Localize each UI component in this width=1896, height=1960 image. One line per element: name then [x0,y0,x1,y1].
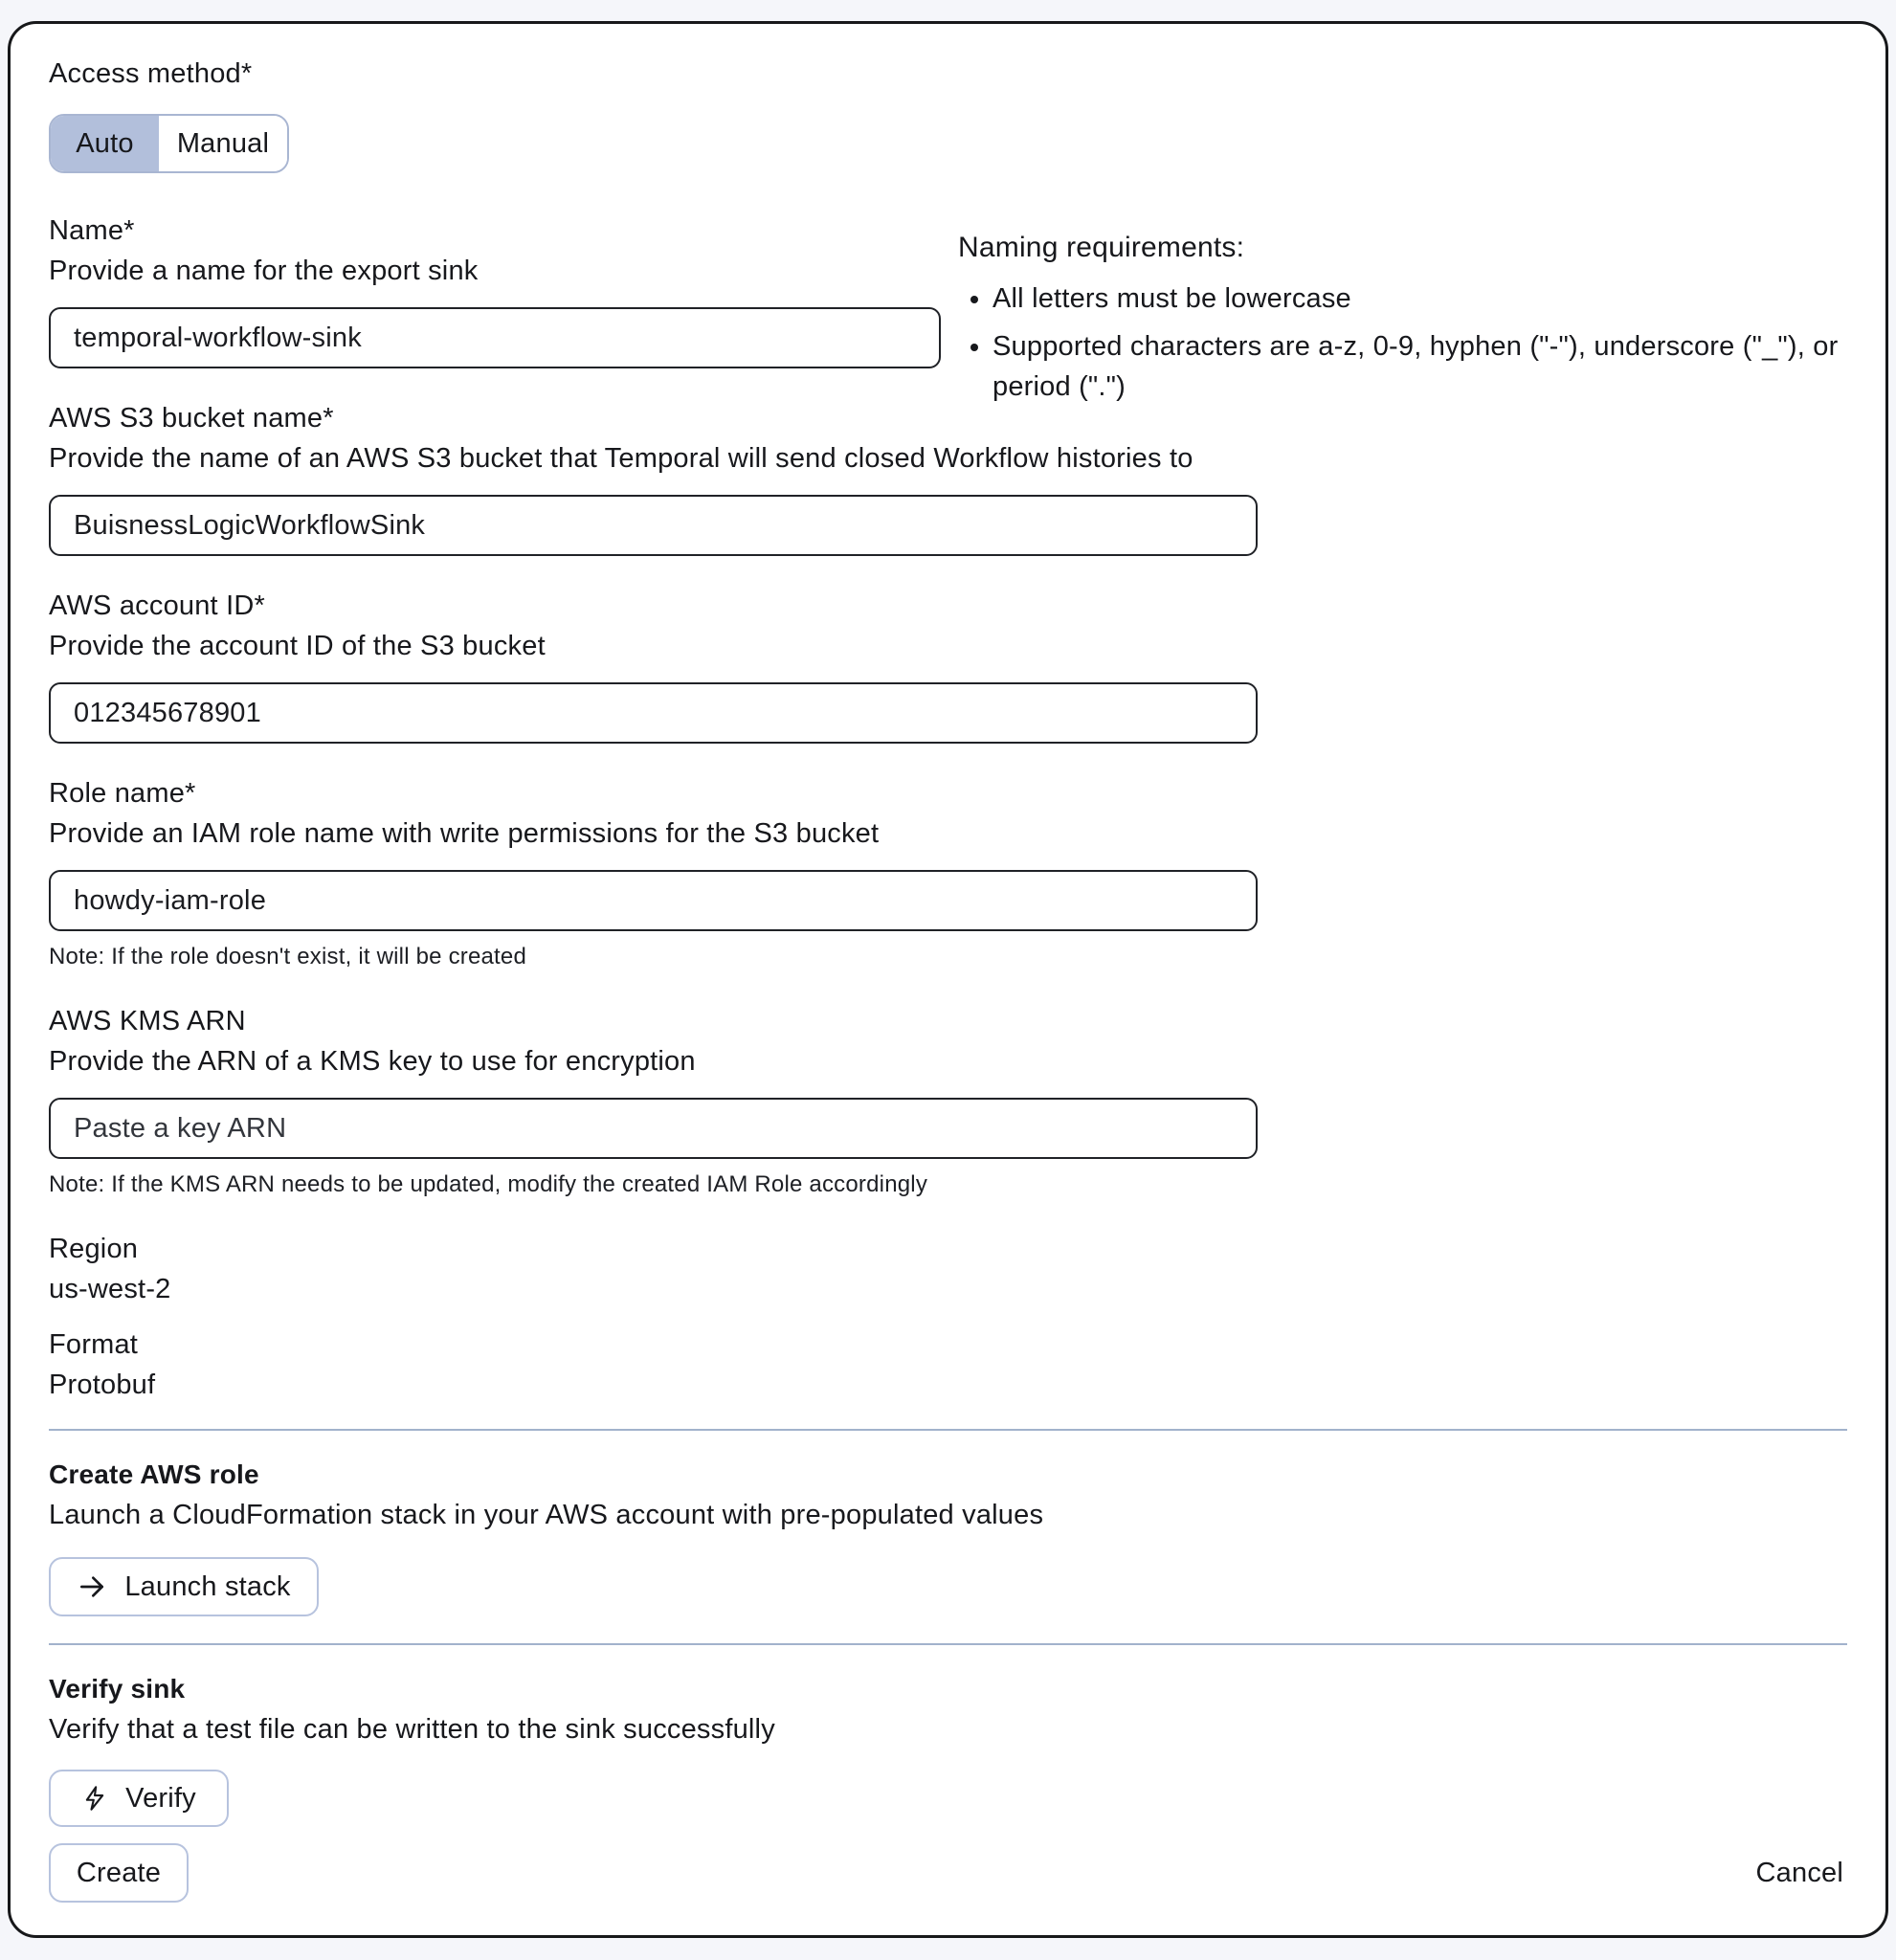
verify-sink-section [49,1672,1847,1827]
verify-sink-title: Verify sink [49,1674,186,1704]
account-field-group [49,589,1847,744]
access-method-option-auto[interactable]: Auto [51,116,159,171]
name-label: Name* [49,215,135,246]
bucket-label: AWS S3 bucket name* [49,403,334,434]
bucket-input[interactable] [49,495,1258,556]
name-description: Provide a name for the export sink [49,256,479,286]
bucket-description: Provide the name of an AWS S3 bucket that Temporal will send closed Workflow histories to [49,443,1193,474]
kms-label: AWS KMS ARN [49,1006,246,1036]
kms-note: Note: If the KMS ARN needs to be updated, modify the created IAM Role accordingly [49,1171,928,1197]
verify-sink-description: Verify that a test file can be written to the sink successfully [49,1714,775,1745]
role-label: Role name* [49,778,196,809]
lightning-icon [81,1785,108,1812]
region-info [49,1232,1847,1306]
format-info [49,1327,1847,1402]
naming-requirement-item: • Supported characters are a-z, 0-9, hyphen ("-"), underscore ("_"), or period (".") [993,326,1858,407]
role-description: Provide an IAM role name with write permissions for the S3 bucket [49,818,880,849]
naming-requirements-list [958,278,1858,407]
account-id-input[interactable] [49,682,1258,744]
access-method-option-manual[interactable]: Manual [159,116,287,171]
naming-requirements-title: Naming requirements: [958,232,1245,263]
role-note: Note: If the role doesn't exist, it will be created [49,944,527,969]
account-label: AWS account ID* [49,590,265,621]
create-role-description: Launch a CloudFormation stack in your AWS account with pre-populated values [49,1500,1044,1530]
kms-field-group [49,1004,1847,1199]
divider-create-role [49,1429,1847,1431]
naming-requirements [958,229,1858,414]
naming-requirement-item: • All letters must be lowercase [993,278,1858,319]
divider-verify-sink [49,1643,1847,1645]
cancel-button[interactable]: Cancel [1755,1857,1843,1888]
kms-arn-input[interactable] [49,1098,1258,1159]
launch-stack-button[interactable] [49,1557,319,1616]
kms-description: Provide the ARN of a KMS key to use for encryption [49,1046,696,1077]
launch-stack-label: Launch stack [124,1570,291,1602]
verify-button-label: Verify [125,1782,196,1814]
format-value: Protobuf [49,1370,156,1400]
create-button[interactable]: Create [49,1843,189,1903]
create-role-title: Create AWS role [49,1459,259,1489]
arrow-right-icon [77,1571,107,1602]
bucket-field-group [49,401,1847,556]
access-method-toggle [49,114,289,173]
account-description: Provide the account ID of the S3 bucket [49,631,546,661]
verify-button[interactable] [49,1770,229,1827]
export-sink-form-card [8,21,1888,1938]
create-role-section [49,1458,1847,1616]
region-label: Region [49,1234,139,1264]
role-name-input[interactable] [49,870,1258,931]
region-value: us-west-2 [49,1274,171,1304]
name-input[interactable] [49,307,941,368]
form-footer [49,1843,1843,1903]
format-label: Format [49,1329,139,1360]
role-field-group [49,776,1847,971]
access-method-label: Access method* [49,58,253,89]
